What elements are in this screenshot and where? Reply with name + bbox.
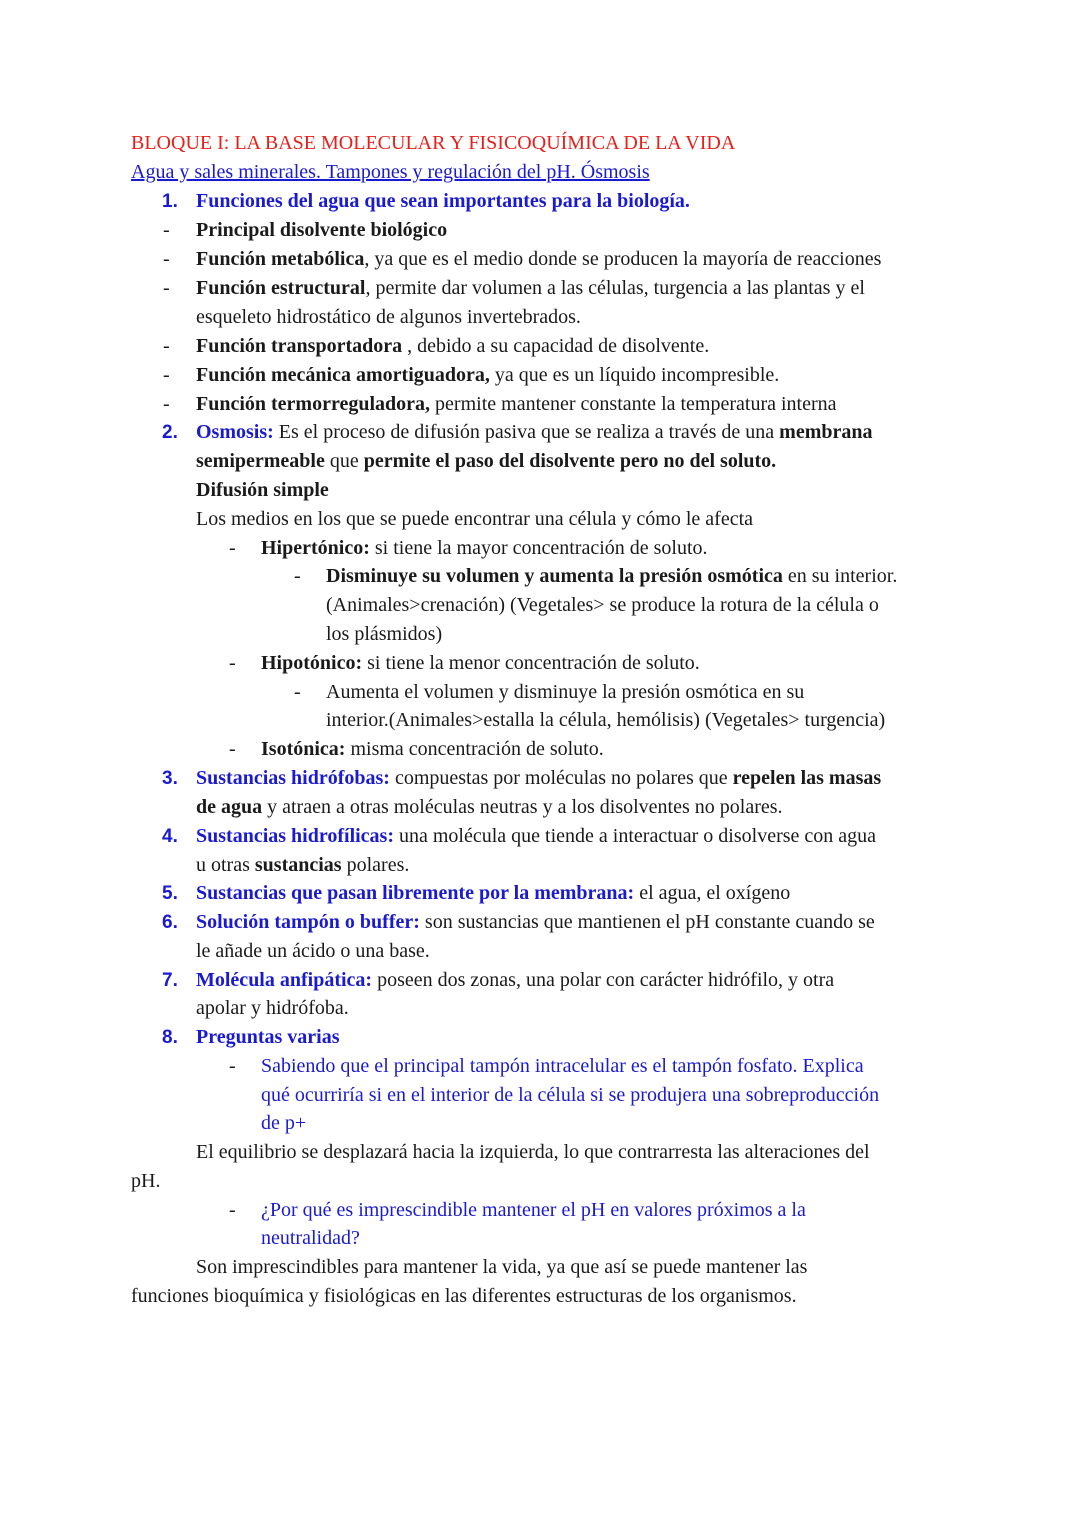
list-item: Función mecánica amortiguadora, ya que es un líquido incompresible. — [196, 364, 780, 386]
bullet-dash: - — [163, 364, 170, 386]
answer-2: Son imprescindibles para mantener la vida, ya que así se puede mantener las — [196, 1256, 808, 1278]
section-3-continuation: de agua y atraen a otras moléculas neutras y a los disolventes no polares. — [196, 796, 783, 818]
question-1-continuation: de p+ — [261, 1112, 307, 1134]
section-2-number: 2. — [162, 422, 178, 443]
list-item-continuation: esqueleto hidrostático de algunos invertebrados. — [196, 306, 581, 328]
question-2-continuation: neutralidad? — [261, 1227, 360, 1249]
section-1-heading: Funciones del agua que sean importantes para la biología. — [196, 190, 690, 212]
document-title: BLOQUE I: LA BASE MOLECULAR Y FISICOQUÍMICA DE LA VIDA — [131, 132, 736, 154]
question-2: ¿Por qué es imprescindible mantener el pH en valores próximos a la — [261, 1199, 806, 1221]
section-5-number: 5. — [162, 883, 178, 904]
list-item: Función estructural, permite dar volumen a las células, turgencia a las plantas y el — [196, 277, 865, 299]
list-item: Principal disolvente biológico — [196, 219, 448, 241]
bullet-dash: - — [163, 393, 170, 415]
section-7-text: Molécula anfipática: poseen dos zonas, una polar con carácter hidrófilo, y otra — [196, 969, 835, 991]
bullet-dash: - — [163, 335, 170, 357]
question-1-continuation: qué ocurriría si en el interior de la célula si se produjera una sobreproducción — [261, 1084, 880, 1106]
bullet-dash: - — [163, 248, 170, 270]
section-7-continuation: apolar y hidrófoba. — [196, 997, 349, 1019]
bullet-dash: - — [163, 219, 170, 241]
section-3-text: Sustancias hidrófobas: compuestas por moléculas no polares que repelen las masas — [196, 767, 882, 789]
section-4-continuation: u otras sustancias polares. — [196, 854, 410, 876]
section-8-number: 8. — [162, 1027, 178, 1048]
bullet-dash: - — [229, 652, 236, 674]
section-6-text: Solución tampón o buffer: son sustancias que mantienen el pH constante cuando se — [196, 911, 875, 933]
question-1: Sabiendo que el principal tampón intracelular es el tampón fosfato. Explica — [261, 1055, 864, 1077]
hypertonic-sub-continuation: (Animales>crenación) (Vegetales> se produce la rotura de la célula o — [326, 594, 879, 616]
hypertonic-sub-item: Disminuye su volumen y aumenta la presión osmótica en su interior. — [326, 565, 898, 587]
bullet-dash: - — [229, 1055, 236, 1077]
section-4-text: Sustancias hidrofílicas: una molécula que tiende a interactuar o disolverse con agua — [196, 825, 877, 847]
section-2-text: Osmosis: Es el proceso de difusión pasiva que se realiza a través de una membrana — [196, 421, 873, 443]
media-intro: Los medios en los que se puede encontrar una célula y cómo le afecta — [196, 508, 754, 530]
answer-1-continuation: pH. — [131, 1170, 161, 1192]
section-5-text: Sustancias que pasan libremente por la membrana: el agua, el oxígeno — [196, 882, 791, 904]
hypotonic-sub-item: Aumenta el volumen y disminuye la presión osmótica en su — [326, 681, 805, 703]
list-item: Función termorreguladora, permite mantener constante la temperatura interna — [196, 393, 837, 415]
bullet-dash: - — [294, 565, 301, 587]
hypotonic-item: Hipotónico: si tiene la menor concentración de soluto. — [261, 652, 700, 674]
section-6-number: 6. — [162, 912, 178, 933]
answer-1: El equilibrio se desplazará hacia la izquierda, lo que contrarresta las alteraciones del — [196, 1141, 870, 1163]
section-3-number: 3. — [162, 768, 178, 789]
section-8-heading: Preguntas varias — [196, 1026, 340, 1048]
section-1-number: 1. — [162, 191, 178, 212]
bullet-dash: - — [229, 537, 236, 559]
hypertonic-sub-continuation: los plásmidos) — [326, 623, 443, 645]
section-2-text-continuation: semipermeable que permite el paso del disolvente pero no del soluto. — [196, 450, 777, 472]
hypotonic-sub-continuation: interior.(Animales>estalla la célula, hemólisis) (Vegetales> turgencia) — [326, 709, 886, 731]
bullet-dash: - — [294, 681, 301, 703]
bullet-dash: - — [229, 738, 236, 760]
document-subtitle: Agua y sales minerales. Tampones y regulación del pH. Ósmosis — [131, 161, 650, 183]
bullet-dash: - — [163, 277, 170, 299]
section-6-continuation: le añade un ácido o una base. — [196, 940, 430, 962]
diffusion-label: Difusión simple — [196, 479, 329, 501]
isotonic-item: Isotónica: misma concentración de soluto. — [261, 738, 604, 760]
list-item: Función metabólica, ya que es el medio donde se producen la mayoría de reacciones — [196, 248, 882, 270]
list-item: Función transportadora , debido a su capacidad de disolvente. — [196, 335, 710, 357]
hypertonic-item: Hipertónico: si tiene la mayor concentración de soluto. — [261, 537, 708, 559]
answer-2-continuation: funciones bioquímica y fisiológicas en las diferentes estructuras de los organismos. — [131, 1285, 797, 1307]
section-4-number: 4. — [162, 826, 178, 847]
bullet-dash: - — [229, 1199, 236, 1221]
section-7-number: 7. — [162, 970, 178, 991]
